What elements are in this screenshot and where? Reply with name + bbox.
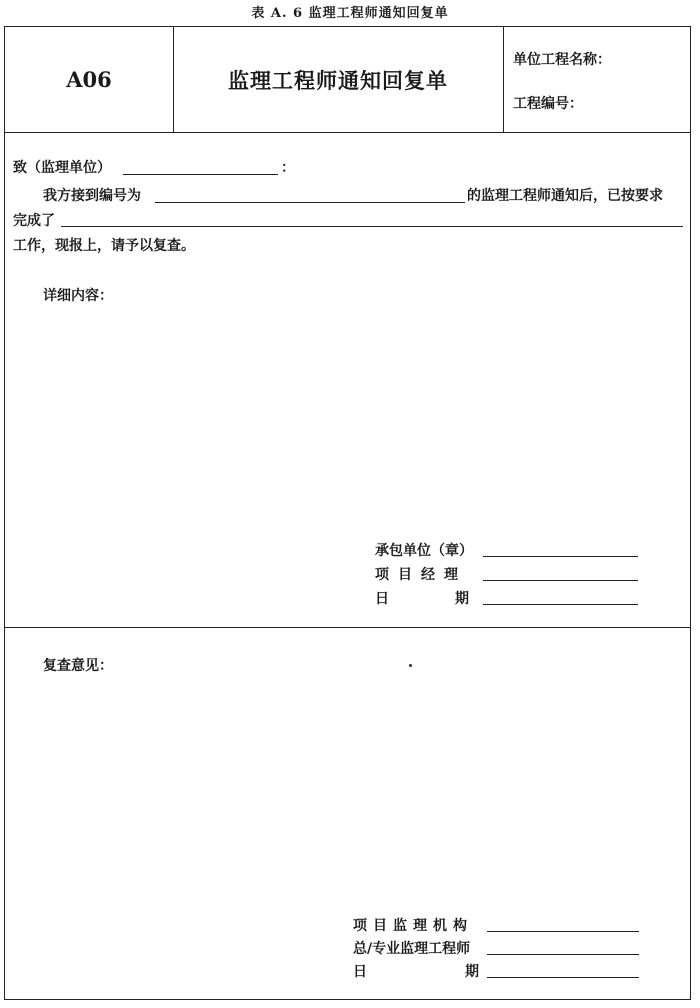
speck <box>409 664 412 667</box>
pm-label: 项目经理 <box>375 567 467 583</box>
review-date-field[interactable] <box>487 977 639 978</box>
form-caption: 表 A. 6 监理工程师通知回复单 <box>251 6 449 21</box>
form-code: A06 <box>66 67 112 92</box>
received-prefix: 我方接到编号为 <box>43 188 141 204</box>
details-label: 详细内容： <box>43 288 113 304</box>
to-colon: ： <box>281 160 295 176</box>
review-date-label: 日期 <box>353 964 577 980</box>
supervision-org-label: 项目监理机构 <box>353 918 473 934</box>
contractor-field[interactable] <box>483 556 638 557</box>
pm-field[interactable] <box>483 580 638 581</box>
supervising-engineer-label: 总/专业监理工程师 <box>353 941 471 957</box>
section-divider <box>5 627 690 628</box>
completed-work-field[interactable] <box>61 226 683 227</box>
notice-reply-form <box>4 26 691 1000</box>
to-label: 致（监理单位） <box>13 160 111 176</box>
received-suffix: 的监理工程师通知后，已按要求 <box>467 188 663 204</box>
form-title: 监理工程师通知回复单 <box>228 67 448 93</box>
completed-label: 完成了 <box>13 213 55 229</box>
supervisor-unit-field[interactable] <box>123 174 278 175</box>
review-opinion-label: 复查意见： <box>43 658 113 674</box>
supervising-engineer-field[interactable] <box>487 954 639 955</box>
header-divider-2 <box>503 27 504 132</box>
project-name-label: 单位工程名称： <box>513 52 611 68</box>
date-label: 日期 <box>375 591 535 607</box>
supervision-org-field[interactable] <box>487 931 639 932</box>
report-text: 工作，现报上，请予以复查。 <box>13 238 195 254</box>
form-header <box>5 27 690 133</box>
contractor-label: 承包单位（章） <box>375 543 473 559</box>
project-number-label: 工程编号： <box>513 96 583 112</box>
date-field[interactable] <box>483 604 638 605</box>
notice-number-field[interactable] <box>155 202 465 203</box>
